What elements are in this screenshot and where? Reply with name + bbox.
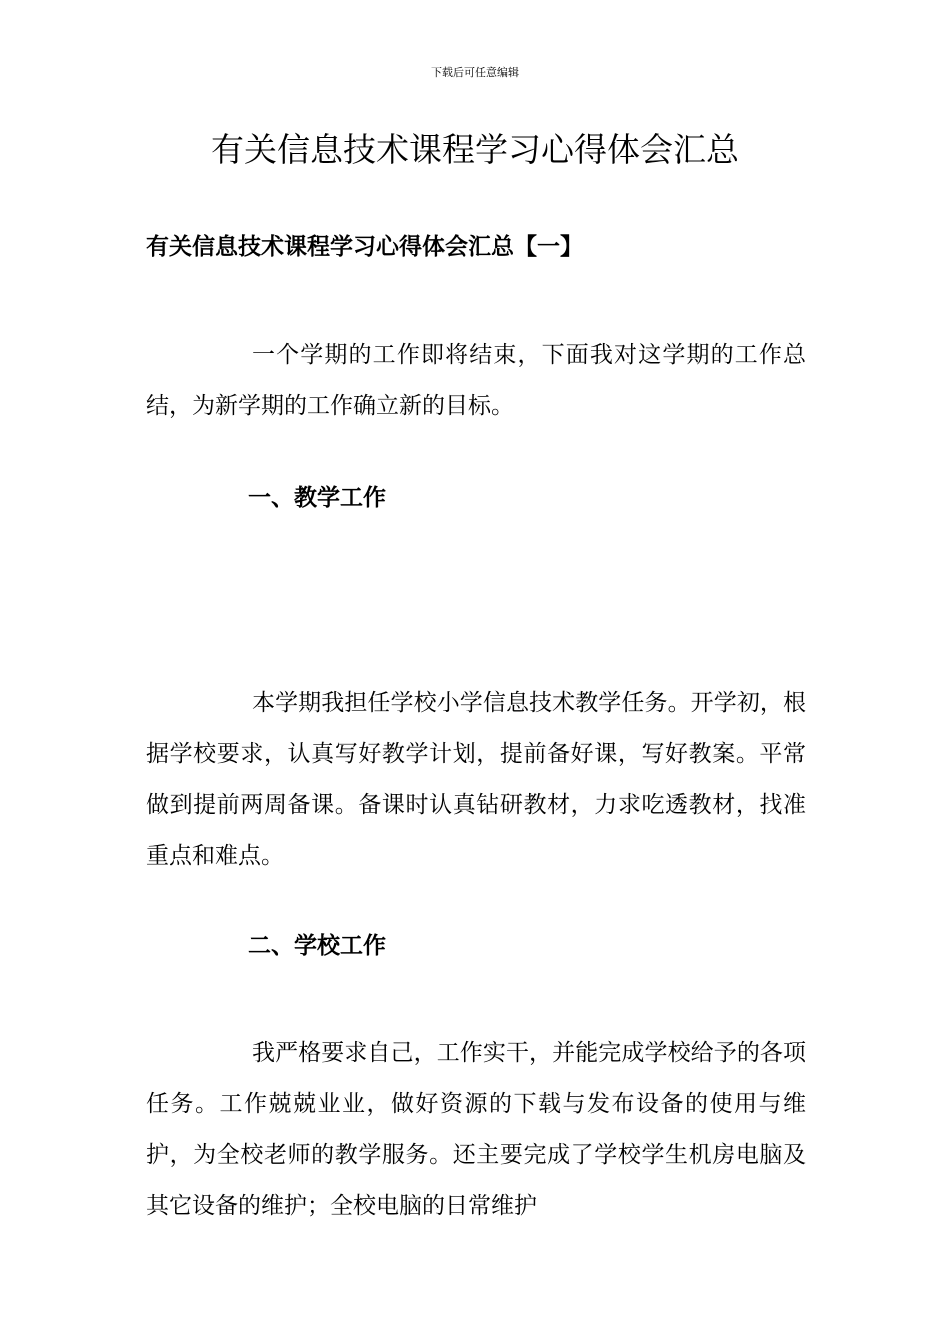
- paragraph-school-work: 我严格要求自己，工作实干，并能完成学校给予的各项任务。工作兢兢业业，做好资源的下载与发布设备的使用与维护，为全校老师的教学服务。还主要完成了学校学生机房电脑及其它设备的维护；全校电脑的日常维护: [146, 1040, 806, 1219]
- paragraph-teaching-work: 本学期我担任学校小学信息技术教学任务。开学初，根据学校要求，认真写好教学计划，提前备好课，写好教案。平常做到提前两周备课。备课时认真钻研教材，力求吃透教材，找准重点和难点。: [146, 690, 806, 869]
- section-title: 有关信息技术课程学习心得体会汇总【一】: [146, 233, 583, 260]
- header-note: 下载后可任意编辑: [431, 66, 519, 79]
- paragraph-intro: 一个学期的工作即将结束，下面我对这学期的工作总结，为新学期的工作确立新的目标。: [146, 342, 806, 419]
- heading-teaching-work: 一、教学工作: [248, 484, 386, 511]
- heading-school-work: 二、学校工作: [248, 932, 386, 959]
- document-title: 有关信息技术课程学习心得体会汇总: [211, 130, 739, 169]
